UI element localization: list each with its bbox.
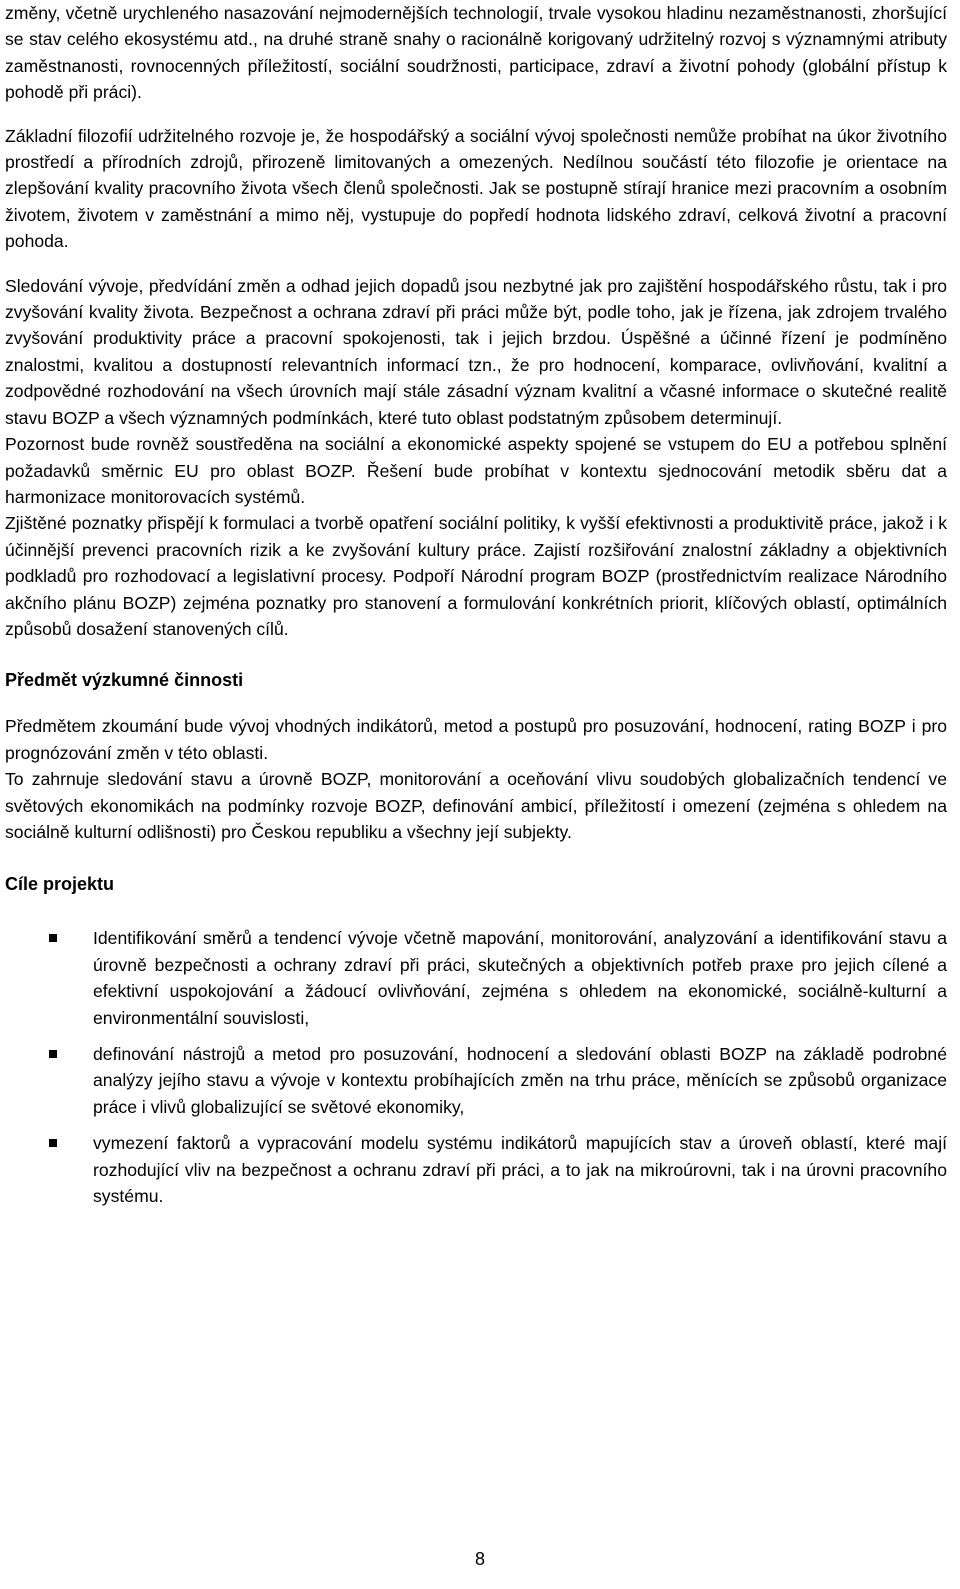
heading-project-goals: Cíle projektu	[5, 874, 115, 895]
document-page	[5, 0, 947, 1219]
square-bullet-icon	[49, 1050, 57, 1058]
paragraph-monitoring: Sledování vývoje, předvídání změn a odhad jejich dopadů jsou nezbytné jak pro zajištění hospodářského růstu, tak i pro zvyšování kvality života. Bezpečnost a ochrana zdraví při práci může být, podle toho, jak je řízena, jak zdrojem trvalého zvyšování produktivity práce a pracovní spokojenosti, tak i jejich brzdou. Úspěšné a účinné řízení je podmíněno znalostmi, kvalitou a dostupností relevantních informací tzn., že pro hodnocení, komparace, ovlivňování, kvalitní a zodpovědné rozhodování na všech úrovních mají stále zásadní význam kvalitní a včasné informace o skutečné realitě stavu BOZP a všech významných podmínkách, které tuto oblast podstatným způsobem determinují.	[5, 275, 947, 428]
list-item	[5, 1130, 947, 1209]
goal-text: vymezení faktorů a vypracování modelu systému indikátorů mapujících stav a úroveň oblastí, které mají rozhodující vliv na bezpečnost a ochranu zdraví při práci, a to jak na mikroúrovni, tak i na úrovni pracovního systému.	[93, 1133, 947, 1207]
paragraph-research-scope: To zahrnuje sledování stavu a úrovně BOZP, monitorování a oceňování vlivu soudobých globalizačních tendencí ve světových ekonomikách na podmínky rozvoje BOZP, definování ambicí, příležitostí i omezení (zejména s ohledem na sociálně kulturní odlišnosti) pro Českou republiku a všechny její subjekty.	[5, 769, 947, 842]
paragraph-findings: Zjištěné poznatky přispějí k formulaci a tvorbě opatření sociální politiky, k vyšší efektivnosti a produktivitě práce, jakož i k účinnější prevenci pracovních rizik a ke zvyšování kultury práce. Zajistí rozšiřování znalostní základny a objektivních podkladů pro rozhodovací a legislativní procesy. Podpoří Národní program BOZP (prostřednictvím realizace Národního akčního plánu BOZP) zejména poznatky pro stanovení a formulování konkrétních priorit, klíčových oblastí, optimálních způsobů dosažení stanovených cílů.	[5, 513, 947, 639]
square-bullet-icon	[49, 934, 57, 942]
page-number: 8	[474, 1549, 485, 1569]
goals-list	[5, 925, 947, 1209]
paragraph-philosophy: Základní filozofií udržitelného rozvoje je, že hospodářský a sociální vývoj společnosti nemůže probíhat na úkor životního prostředí a přírodních zdrojů, přirozeně limitovaných a omezených. Nedílnou součástí této filozofie je orientace na zlepšování kvality pracovního života všech členů společnosti. Jak se postupně stírají hranice mezi pracovním a osobním životem, životem v zaměstnání a mimo něj, vystupuje do popředí hodnota lidského zdraví, celková životní a pracovní pohoda.	[5, 125, 947, 252]
goal-text: Identifikování směrů a tendencí vývoje včetně mapování, monitorování, analyzování a identifikování stavu a úrovně bezpečnosti a ochrany zdraví při práci, skutečných a objektivních potřeb praxe pro jejich cílené a efektivní uspokojování a žádoucí ovlivňování, zejména s ohledem na ekonomické, sociálně-kulturní a environmentální souvislosti,	[93, 928, 947, 1028]
heading-research-subject: Předmět výzkumné činnosti	[5, 670, 244, 691]
list-item	[5, 1041, 947, 1120]
paragraph-intro: změny, včetně urychleného nasazování nejmodernějších technologií, trvale vysokou hladinu nezaměstnanosti, zhoršující se stav celého ekosystému atd., na druhé straně snahy o racionálně korigovaný udržitelný rozvoj s významnými atributy zaměstnanosti, rovnocenných příležitostí, sociální soudržnosti, participace, zdraví a životní pohody (globální přístup k pohodě při práci).	[5, 3, 947, 103]
square-bullet-icon	[49, 1139, 57, 1147]
paragraph-research-subject: Předmětem zkoumání bude vývoj vhodných indikátorů, metod a postupů pro posuzování, hodnocení, rating BOZP i pro prognózování změn v této oblasti.	[5, 716, 947, 763]
paragraph-eu: Pozornost bude rovněž soustředěna na sociální a ekonomické aspekty spojené se vstupem do EU a potřebou splnění požadavků směrnic EU pro oblast BOZP. Řešení bude probíhat v kontextu sjednocování metodik sběru dat a harmonizace monitorovacích systémů.	[5, 434, 947, 507]
goal-text: definování nástrojů a metod pro posuzování, hodnocení a sledování oblasti BOZP na základě podrobné analýzy jejího stavu a vývoje v kontextu probíhajících změn na trhu práce, měnících se způsobů organizace práce i vlivů globalizující se světové ekonomiky,	[93, 1044, 947, 1117]
list-item	[5, 925, 947, 1031]
